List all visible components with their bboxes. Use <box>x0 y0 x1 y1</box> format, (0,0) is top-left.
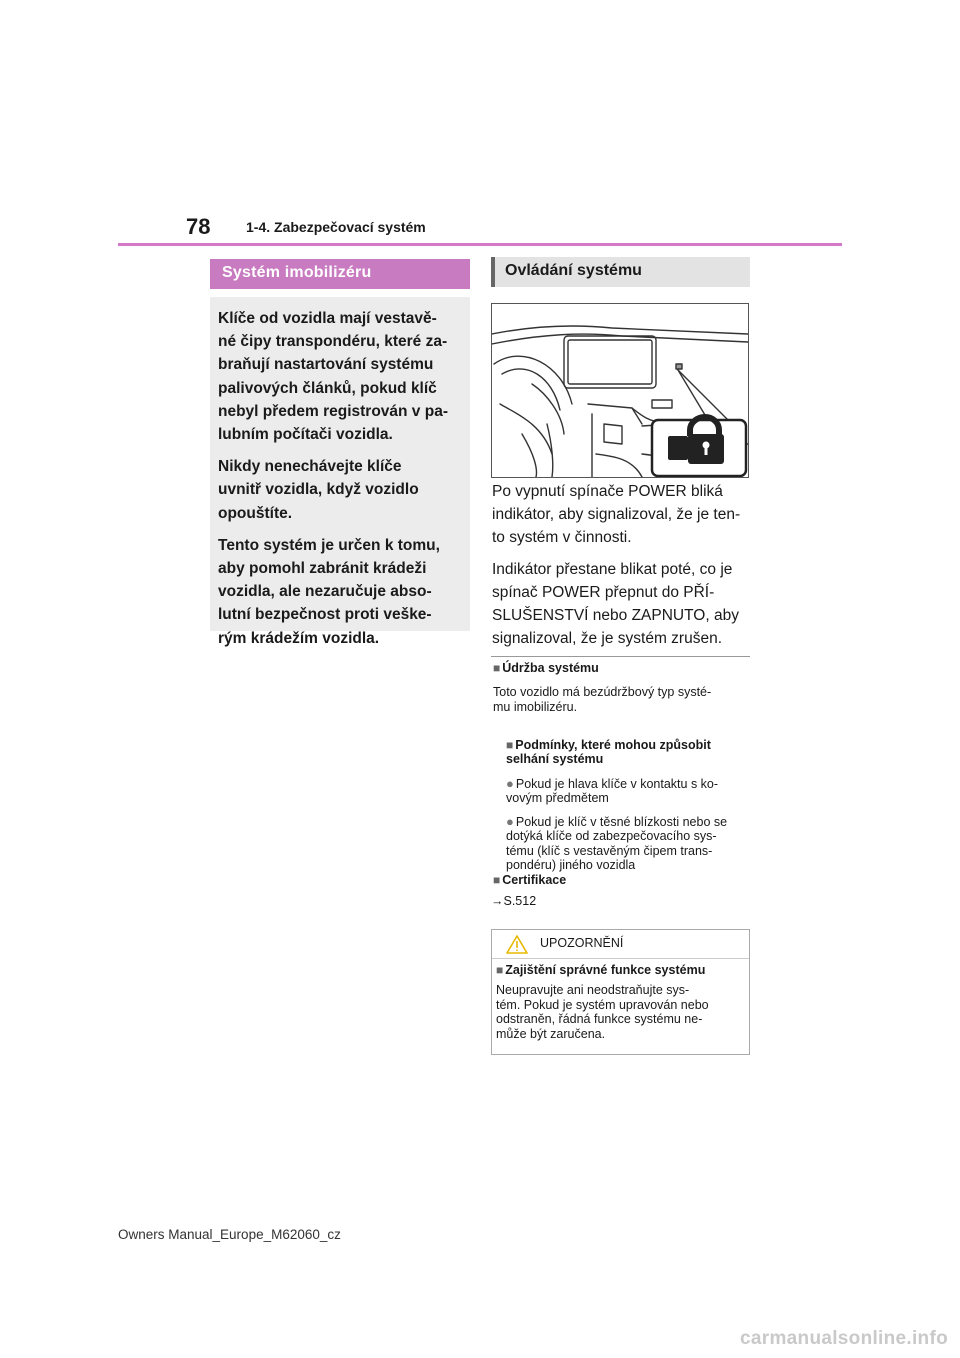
certification-title: Certifikace <box>502 873 567 887</box>
page-number: 78 <box>186 214 211 239</box>
warning-triangle-icon <box>506 935 528 954</box>
square-bullet-icon: ■ <box>493 661 501 675</box>
circle-bullet-icon: ● <box>506 813 514 829</box>
arrow-right-icon: → <box>491 894 504 908</box>
certification-page-link[interactable]: S.512 <box>503 894 537 908</box>
notes-divider <box>491 656 750 657</box>
warning-text: Neupravujte ani neodstraňujte sys- tém. Pokud je systém upravován nebo odstraněn, řádná funkce systému ne- může být zaručena. <box>496 983 709 1041</box>
operation-paragraph: Po vypnutí spínače POWER bliká indikátor, aby signalizoval, že je ten- to systém v činnosti. <box>492 483 741 546</box>
info-paragraph: Tento systém je určen k tomu, aby pomohl zabránit krádeži vozidla, ale nezaručuje abso- lutní bezpečnost proti veške- rým krádežím vozidla. <box>218 536 440 647</box>
watermark: carmanualsonline.info <box>740 1328 948 1349</box>
immobilizer-info-box <box>210 297 470 647</box>
square-bullet-icon: ■ <box>496 963 504 977</box>
square-bullet-icon: ■ <box>506 737 514 752</box>
condition-bullet <box>493 762 764 806</box>
info-paragraph: Nikdy nenechávejte klíče uvnitř vozidla, když vozidlo opouštíte. <box>218 458 419 522</box>
info-paragraph: Klíče od vozidla mají vestavě- né čipy transpondéru, které za- braňují nastartování systému palivových článků, pokud klíč nebyl předem registrován v pa- lubním počítači vozidla. <box>218 310 448 444</box>
maintenance-heading <box>493 661 751 676</box>
condition-bullet <box>493 800 764 873</box>
condition-text: Pokud je klíč v těsné blízkosti nebo se dotýká klíče od zabezpečovacího sys- tému (klíč s vestavěným čipem trans- pondéru) jiného vozidla <box>506 814 728 872</box>
dashboard-illustration <box>491 303 749 478</box>
section-title: 1-4. Zabezpečovací systém <box>246 219 426 235</box>
square-bullet-icon: ■ <box>493 873 501 887</box>
immobilizer-heading: Systém imobilizéru <box>210 259 470 289</box>
operation-paragraph: Indikátor přestane blikat poté, co je spínač POWER přepnut do PŘÍ- SLUŠENSTVÍ nebo ZAPNUTO, aby signalizoval, že je systém zrušen. <box>492 561 739 647</box>
warning-box <box>491 929 750 1055</box>
warning-title: UPOZORNĚNÍ <box>540 936 624 950</box>
system-operation-text <box>492 480 750 659</box>
certification-heading <box>493 873 751 888</box>
header-divider <box>118 243 842 246</box>
warning-subtitle <box>496 963 705 977</box>
warning-header <box>492 930 749 959</box>
conditions-heading <box>493 723 764 767</box>
circle-bullet-icon: ● <box>506 775 514 791</box>
certification-reference[interactable] <box>491 894 749 909</box>
system-operation-heading: Ovládání systému <box>491 257 750 287</box>
warning-subtitle-text: Zajištění správné funkce systému <box>505 963 706 977</box>
maintenance-title: Údržba systému <box>502 661 599 675</box>
condition-text: Pokud je hlava klíče v kontaktu s ko- vovým předmětem <box>506 776 719 805</box>
dashboard-drawing <box>492 304 748 477</box>
footer-text: Owners Manual_Europe_M62060_cz <box>118 1227 341 1242</box>
conditions-title: Podmínky, které mohou způsobit selhání systému <box>506 737 711 766</box>
maintenance-text: Toto vozidlo má bezúdržbový typ systé- mu imobilizéru. <box>493 685 712 714</box>
